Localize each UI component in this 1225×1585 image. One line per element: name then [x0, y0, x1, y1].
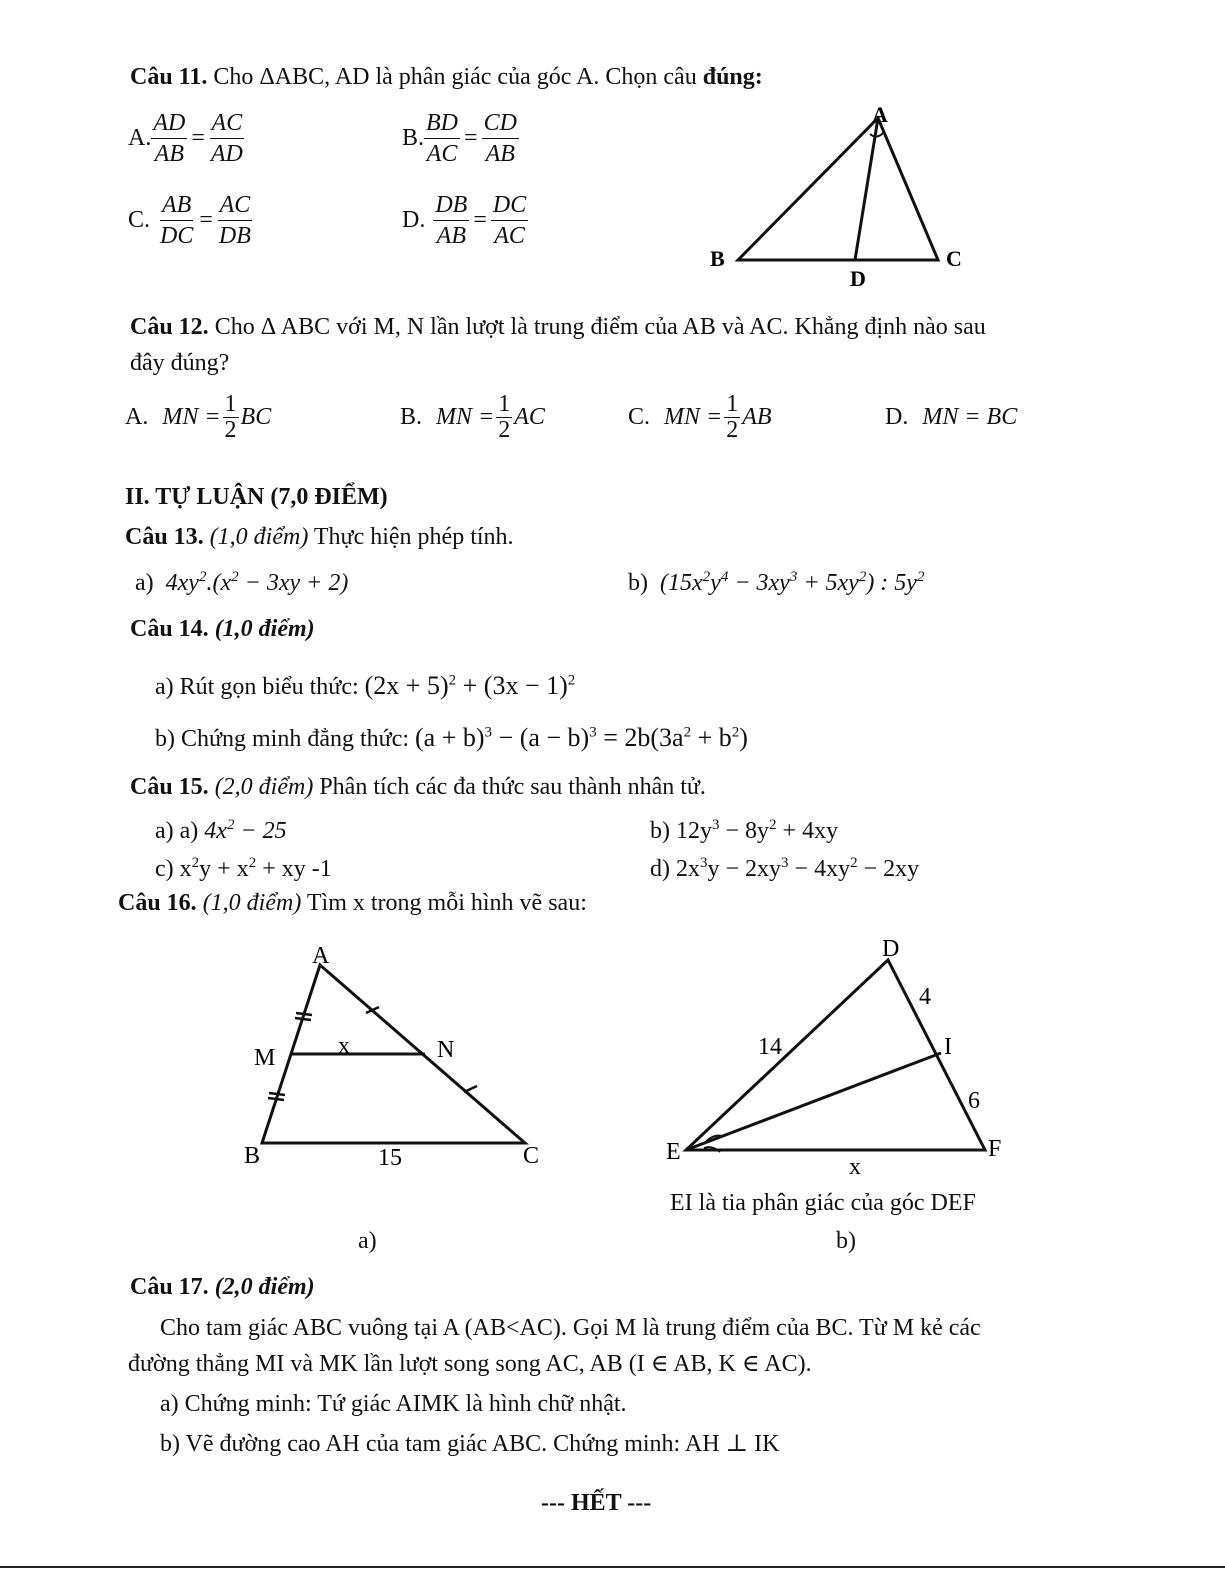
q16-figure-b — [660, 930, 1020, 1180]
q14-part-a: a) Rút gọn biểu thức: $(2x + 5)^2 + (3x - 1)^2$ — [155, 671, 576, 700]
q17-part-a: a) Chứng minh: Tứ giác AIMK là hình chữ nhật. — [160, 1391, 627, 1417]
fig-a-vertex-b: B — [244, 1143, 261, 1169]
q12-stem-line1: Câu 12. Cho Δ ABC với M, N lần lượt là trung điểm của AB và AC. Khẳng định nào sau — [130, 314, 986, 340]
fig-b-label-if: 6 — [968, 1088, 980, 1114]
q11-option-c: C. $\frac{AB}{DC}$ = $\frac{AC}{DB}$ — [128, 192, 251, 250]
q16-fig-b-caption: b) — [836, 1228, 856, 1254]
q12-stem-line2: đây đúng? — [130, 350, 230, 376]
q16-stem: Câu 16. (1,0 điểm) Tìm x trong mỗi hình vẽ sau: — [118, 890, 587, 916]
fig-a-vertex-c: C — [523, 1143, 540, 1169]
q15-part-b: b) $12y^3 - 8y^2 + 4xy$ — [650, 817, 839, 844]
fig-b-vertex-e: E — [666, 1139, 681, 1165]
section-2-title: II. TỰ LUẬN (7,0 ĐIỂM) — [125, 484, 388, 510]
q13-part-b: b) $(15x^2y^4 - 3xy^3 + 5xy^2)$ : $5y^2$ — [628, 569, 925, 596]
fig-a-label-bc: 15 — [378, 1145, 402, 1171]
fig-b-label-de: 14 — [758, 1034, 782, 1060]
fig-b-vertex-i: I — [944, 1034, 952, 1060]
q11-option-a: A. $\frac{AD}{AB}$ = $\frac{AC}{AD}$ — [128, 110, 243, 168]
q12-label: Câu 12. — [130, 314, 209, 340]
q11-option-b: B. $\frac{BD}{AC}$ = $\frac{CD}{AB}$ — [402, 110, 517, 168]
q12-option-c: C. MN = $\frac{1}{2}$ AB — [628, 391, 772, 444]
q17-stem: Câu 17. (2,0 điểm) — [130, 1274, 315, 1300]
q12-option-d: D. MN = BC — [885, 404, 1018, 430]
q16-figure-a — [230, 935, 570, 1175]
q13-part-a: a) $4xy^2.(x^2 - 3xy + 2)$ — [135, 569, 349, 596]
q11-vertex-a: A — [872, 102, 888, 127]
fig-b-vertex-f: F — [988, 1136, 1002, 1162]
q11-text-bold: đúng: — [702, 64, 763, 90]
fig-a-vertex-m: M — [254, 1045, 276, 1071]
end-marker: --- HẾT --- — [541, 1490, 652, 1516]
q11-vertex-c: C — [946, 246, 962, 271]
fig-b-label-di: 4 — [919, 984, 931, 1010]
q12-option-a: A. MN = $\frac{1}{2}$ BC — [125, 391, 272, 444]
q11-option-d: D. $\frac{DB}{AB}$ = $\frac{DC}{AC}$ — [402, 192, 527, 250]
q15-stem: Câu 15. (2,0 điểm) Phân tích các đa thức sau thành nhân tử. — [130, 774, 706, 800]
fig-a-vertex-n: N — [437, 1037, 455, 1063]
page-bottom-border — [0, 1566, 1225, 1568]
q11-label: Câu 11. — [130, 64, 208, 90]
q15-part-d: d) $2x^3y - 2xy^3 - 4xy^2 - 2xy$ — [650, 855, 920, 882]
q11-text: Cho ΔABC, AD là phân giác của góc A. Chọn câu — [207, 64, 703, 90]
q14-part-b: b) Chứng minh đẳng thức: $(a + b)^3 - (a - b)^3 = 2b(3a^2 + b^2)$ — [155, 723, 748, 752]
q15-part-c: c) $x^2y + x^2$ + xy -1 — [155, 855, 332, 882]
q13-stem: Câu 13. (1,0 điểm) Thực hiện phép tính. — [125, 524, 514, 550]
fig-a-vertex-a: A — [312, 943, 330, 969]
fig-b-vertex-d: D — [882, 936, 900, 962]
fig-b-label-x: x — [849, 1154, 861, 1180]
fig-a-label-x: x — [338, 1033, 350, 1059]
q14-stem: Câu 14. (1,0 điểm) — [130, 616, 315, 642]
q12-option-b: B. MN = $\frac{1}{2}$ AC — [400, 391, 545, 444]
q15-part-a: a) a) $4x^2 - 25$ — [155, 817, 287, 844]
q11-figure-triangle — [700, 100, 980, 300]
q16-fig-a-caption: a) — [358, 1228, 377, 1254]
q11-vertex-d: D — [850, 266, 866, 291]
q11-vertex-b: B — [710, 246, 725, 271]
q17-line2: đường thẳng MI và MK lần lượt song song AC, AB (I ∈ AB, K ∈ AC). — [128, 1351, 812, 1377]
q17-line1: Cho tam giác ABC vuông tại A (AB<AC). Gọi M là trung điểm của BC. Từ M kẻ các — [160, 1315, 981, 1341]
q11-stem — [130, 62, 763, 92]
q17-part-b: b) Vẽ đường cao AH của tam giác ABC. Chứng minh: AH ⊥ IK — [160, 1431, 780, 1457]
q16-fig-b-note: EI là tia phân giác của góc DEF — [670, 1190, 976, 1216]
